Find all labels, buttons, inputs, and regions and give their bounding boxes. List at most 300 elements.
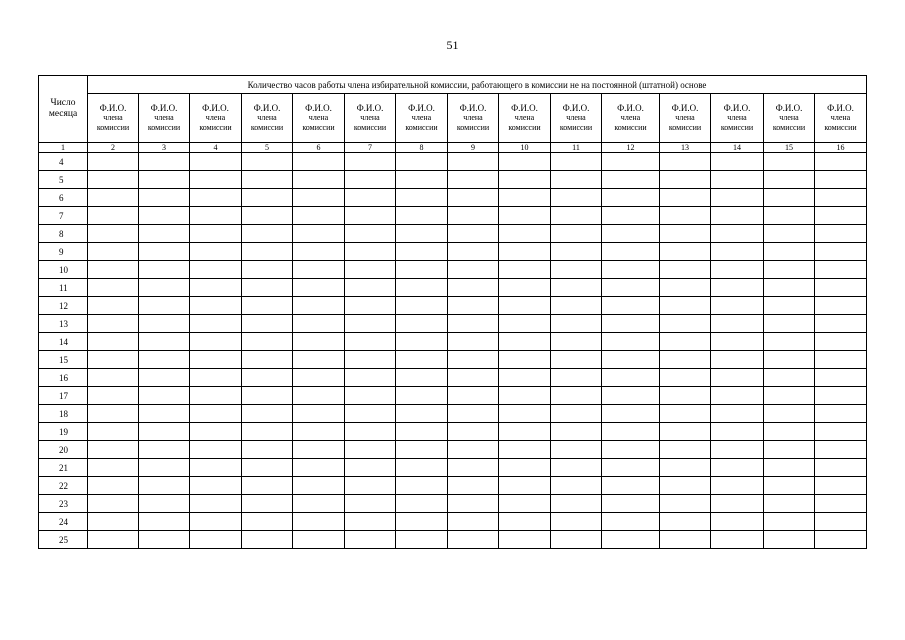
hours-cell: [551, 495, 602, 513]
hours-cell: [190, 225, 242, 243]
page-number: 51: [446, 38, 459, 52]
member-caption: комиссии: [720, 123, 754, 132]
hours-cell: [551, 369, 602, 387]
member-column-header: [88, 94, 139, 143]
day-number: 20: [39, 441, 88, 459]
hours-cell: [190, 477, 242, 495]
hours-cell: [345, 153, 396, 171]
hours-cell: [448, 513, 499, 531]
hours-cell: [139, 405, 190, 423]
hours-cell: [660, 225, 711, 243]
hours-cell: [711, 243, 764, 261]
hours-cell: [499, 531, 551, 549]
hours-cell: [551, 261, 602, 279]
hours-cell: [448, 261, 499, 279]
column-number: 7: [345, 143, 396, 153]
hours-cell: [660, 495, 711, 513]
member-caption: комиссии: [456, 123, 490, 132]
member-fio-label: Ф.И.О.: [408, 103, 435, 113]
column-number: 10: [499, 143, 551, 153]
table-row: [39, 477, 867, 495]
hours-cell: [815, 441, 867, 459]
hours-cell: [551, 243, 602, 261]
hours-cell: [815, 315, 867, 333]
member-caption: члена: [779, 113, 799, 122]
hours-cell: [711, 387, 764, 405]
member-caption: члена: [308, 113, 329, 122]
hours-cell: [345, 315, 396, 333]
hours-cell: [711, 315, 764, 333]
hours-cell: [139, 423, 190, 441]
hours-cell: [242, 459, 293, 477]
hours-cell: [242, 297, 293, 315]
column-number: 2: [88, 143, 139, 153]
day-number: 23: [39, 495, 88, 513]
hours-cell: [396, 459, 448, 477]
member-caption: члена: [205, 113, 226, 122]
hours-cell: [396, 279, 448, 297]
hours-cell: [815, 261, 867, 279]
hours-cell: [551, 189, 602, 207]
hours-cell: [88, 477, 139, 495]
table-row: [39, 387, 867, 405]
hours-cell: [711, 441, 764, 459]
hours-cell: [345, 423, 396, 441]
hours-cell: [764, 531, 815, 549]
column-number: 6: [293, 143, 345, 153]
hours-cell: [815, 513, 867, 531]
hours-cell: [602, 405, 660, 423]
hours-cell: [293, 189, 345, 207]
hours-cell: [293, 279, 345, 297]
hours-cell: [602, 495, 660, 513]
table-row: [39, 261, 867, 279]
hours-cell: [139, 261, 190, 279]
member-caption: члена: [566, 113, 586, 122]
column-number: 5: [242, 143, 293, 153]
hours-cell: [190, 351, 242, 369]
hours-cell: [293, 261, 345, 279]
hours-cell: [139, 225, 190, 243]
hours-cell: [396, 207, 448, 225]
hours-cell: [815, 207, 867, 225]
member-fio-label: Ф.И.О.: [150, 103, 178, 113]
table-row: [39, 315, 867, 333]
day-number: 12: [39, 297, 88, 315]
member-column-header: [499, 94, 551, 143]
hours-cell: [293, 495, 345, 513]
member-column-header: [190, 94, 242, 143]
hours-cell: [499, 441, 551, 459]
hours-cell: [139, 279, 190, 297]
hours-cell: [190, 171, 242, 189]
hours-cell: [602, 261, 660, 279]
column-number: 11: [551, 143, 602, 153]
column-number: 3: [139, 143, 190, 153]
hours-cell: [293, 423, 345, 441]
member-fio-label: Ф.И.О.: [562, 103, 590, 113]
hours-cell: [396, 153, 448, 171]
hours-cell: [242, 531, 293, 549]
hours-cell: [815, 531, 867, 549]
hours-cell: [448, 225, 499, 243]
hours-cell: [242, 261, 293, 279]
hours-cell: [190, 405, 242, 423]
hours-cell: [242, 477, 293, 495]
hours-cell: [88, 297, 139, 315]
hours-cell: [242, 243, 293, 261]
hours-cell: [242, 315, 293, 333]
hours-cell: [139, 477, 190, 495]
hours-cell: [345, 297, 396, 315]
hours-cell: [764, 405, 815, 423]
hours-cell: [711, 225, 764, 243]
hours-cell: [293, 531, 345, 549]
hours-cell: [764, 351, 815, 369]
table-title: [88, 76, 867, 94]
hours-cell: [551, 315, 602, 333]
hours-cell: [139, 387, 190, 405]
hours-cell: [660, 405, 711, 423]
hours-cell: [711, 333, 764, 351]
hours-cell: [551, 423, 602, 441]
hours-cell: [448, 297, 499, 315]
column-number-row: [39, 143, 867, 153]
hours-cell: [711, 369, 764, 387]
hours-cell: [293, 387, 345, 405]
column-number: 4: [190, 143, 242, 153]
hours-cell: [190, 153, 242, 171]
hours-cell: [448, 369, 499, 387]
table-row: [39, 297, 867, 315]
column-number: 13: [660, 143, 711, 153]
member-caption: комиссии: [353, 123, 387, 132]
hours-cell: [190, 243, 242, 261]
hours-cell: [139, 369, 190, 387]
hours-cell: [551, 387, 602, 405]
hours-cell: [139, 333, 190, 351]
hours-cell: [660, 171, 711, 189]
hours-cell: [499, 477, 551, 495]
hours-cell: [242, 351, 293, 369]
hours-cell: [448, 189, 499, 207]
hours-cell: [602, 225, 660, 243]
hours-cell: [711, 513, 764, 531]
hours-cell: [815, 387, 867, 405]
table-row: [39, 405, 867, 423]
table-row: [39, 459, 867, 477]
hours-cell: [242, 387, 293, 405]
member-fio-label: Ф.И.О.: [356, 103, 384, 113]
hours-cell: [764, 225, 815, 243]
hours-cell: [293, 369, 345, 387]
hours-cell: [660, 531, 711, 549]
hours-cell: [551, 513, 602, 531]
hours-cell: [499, 513, 551, 531]
table-row: [39, 441, 867, 459]
day-number: 16: [39, 369, 88, 387]
column-number: 9: [448, 143, 499, 153]
hours-cell: [396, 243, 448, 261]
day-number: 11: [39, 279, 88, 297]
hours-cell: [499, 279, 551, 297]
table-row: [39, 333, 867, 351]
hours-cell: [448, 387, 499, 405]
member-caption: члена: [411, 113, 432, 122]
member-caption: члена: [830, 113, 851, 122]
hours-cell: [293, 333, 345, 351]
hours-cell: [396, 225, 448, 243]
hours-cell: [139, 153, 190, 171]
hours-cell: [345, 477, 396, 495]
hours-cell: [448, 495, 499, 513]
hours-cell: [293, 477, 345, 495]
hours-cell: [293, 459, 345, 477]
hours-cell: [190, 531, 242, 549]
member-caption: комиссии: [405, 123, 438, 132]
hours-cell: [396, 423, 448, 441]
hours-cell: [88, 315, 139, 333]
day-number: 13: [39, 315, 88, 333]
hours-cell: [660, 351, 711, 369]
hours-cell: [602, 171, 660, 189]
member-caption: члена: [620, 113, 641, 122]
hours-cell: [602, 387, 660, 405]
day-number: 24: [39, 513, 88, 531]
hours-cell: [499, 333, 551, 351]
hours-cell: [764, 333, 815, 351]
hours-cell: [88, 459, 139, 477]
hours-cell: [499, 171, 551, 189]
hours-cell: [190, 513, 242, 531]
table-title-text: Количество часов работы члена избирательной комиссии, работающего в комиссии не на постоянной (штатной) основе: [247, 79, 707, 90]
member-caption: комиссии: [772, 123, 806, 132]
hours-cell: [88, 243, 139, 261]
hours-cell: [88, 351, 139, 369]
hours-cell: [815, 153, 867, 171]
hours-cell: [242, 171, 293, 189]
hours-cell: [345, 369, 396, 387]
hours-cell: [764, 171, 815, 189]
hours-cell: [499, 297, 551, 315]
hours-cell: [345, 243, 396, 261]
hours-cell: [602, 153, 660, 171]
hours-cell: [602, 243, 660, 261]
hours-cell: [660, 153, 711, 171]
hours-cell: [345, 351, 396, 369]
hours-cell: [396, 531, 448, 549]
hours-cell: [499, 369, 551, 387]
hours-cell: [764, 243, 815, 261]
hours-cell: [660, 477, 711, 495]
hours-cell: [190, 333, 242, 351]
hours-cell: [190, 261, 242, 279]
hours-cell: [448, 531, 499, 549]
hours-cell: [345, 459, 396, 477]
hours-cell: [764, 513, 815, 531]
hours-cell: [551, 171, 602, 189]
hours-cell: [88, 333, 139, 351]
hours-cell: [551, 225, 602, 243]
column-number: 15: [764, 143, 815, 153]
member-caption: комиссии: [147, 123, 181, 132]
day-number: 5: [39, 171, 88, 189]
day-number: 8: [39, 225, 88, 243]
table-row: [39, 243, 867, 261]
hours-cell: [139, 459, 190, 477]
hours-cell: [764, 261, 815, 279]
day-number: 25: [39, 531, 88, 549]
hours-cell: [139, 189, 190, 207]
member-column-header: [815, 94, 867, 143]
hours-cell: [764, 423, 815, 441]
member-caption: члена: [103, 113, 123, 122]
hours-cell: [396, 171, 448, 189]
hours-cell: [242, 441, 293, 459]
hours-cell: [88, 531, 139, 549]
hours-cell: [293, 297, 345, 315]
day-number: 4: [39, 153, 88, 171]
member-caption: комиссии: [559, 123, 593, 132]
hours-cell: [293, 171, 345, 189]
hours-cell: [660, 423, 711, 441]
hours-cell: [660, 261, 711, 279]
hours-cell: [499, 351, 551, 369]
hours-cell: [448, 153, 499, 171]
member-fio-label: Ф.И.О.: [671, 103, 699, 113]
hours-cell: [602, 279, 660, 297]
member-caption: члена: [257, 113, 277, 122]
hours-cell: [345, 495, 396, 513]
hours-cell: [88, 225, 139, 243]
hours-cell: [815, 369, 867, 387]
hours-cell: [660, 333, 711, 351]
hours-cell: [764, 459, 815, 477]
hours-cell: [345, 387, 396, 405]
hours-cell: [396, 315, 448, 333]
hours-cell: [345, 333, 396, 351]
member-caption: комиссии: [199, 123, 232, 132]
hours-cell: [448, 423, 499, 441]
member-fio-label: Ф.И.О.: [617, 103, 644, 113]
hours-cell: [711, 405, 764, 423]
hours-cell: [602, 297, 660, 315]
table-row: [39, 153, 867, 171]
hours-cell: [139, 315, 190, 333]
hours-cell: [88, 495, 139, 513]
day-number: 7: [39, 207, 88, 225]
hours-cell: [660, 315, 711, 333]
hours-cell: [242, 333, 293, 351]
table-row: [39, 369, 867, 387]
hours-cell: [602, 315, 660, 333]
hours-cell: [345, 405, 396, 423]
hours-cell: [660, 459, 711, 477]
hours-cell: [139, 351, 190, 369]
hours-cell: [660, 207, 711, 225]
hours-cell: [293, 207, 345, 225]
hours-cell: [139, 495, 190, 513]
member-fio-label: Ф.И.О.: [511, 103, 538, 113]
hours-cell: [764, 387, 815, 405]
hours-cell: [139, 171, 190, 189]
hours-cell: [711, 261, 764, 279]
day-number: 10: [39, 261, 88, 279]
hours-cell: [396, 405, 448, 423]
member-caption: члена: [727, 113, 747, 122]
hours-cell: [345, 225, 396, 243]
hours-cell: [815, 495, 867, 513]
hours-cell: [551, 333, 602, 351]
hours-cell: [242, 225, 293, 243]
hours-cell: [293, 315, 345, 333]
hours-cell: [660, 243, 711, 261]
hours-cell: [711, 477, 764, 495]
hours-cell: [551, 441, 602, 459]
hours-cell: [499, 459, 551, 477]
hours-cell: [396, 495, 448, 513]
hours-cell: [88, 441, 139, 459]
hours-cell: [711, 279, 764, 297]
hours-cell: [711, 351, 764, 369]
hours-cell: [602, 441, 660, 459]
column-number: 8: [396, 143, 448, 153]
day-number: 15: [39, 351, 88, 369]
hours-cell: [815, 459, 867, 477]
hours-cell: [711, 423, 764, 441]
hours-cell: [551, 351, 602, 369]
hours-cell: [396, 441, 448, 459]
hours-cell: [139, 297, 190, 315]
hours-cell: [764, 477, 815, 495]
hours-cell: [396, 351, 448, 369]
hours-cell: [815, 279, 867, 297]
hours-cell: [499, 225, 551, 243]
hours-cell: [551, 459, 602, 477]
hours-cell: [88, 387, 139, 405]
day-number: 19: [39, 423, 88, 441]
hours-cell: [551, 531, 602, 549]
member-caption: члена: [360, 113, 380, 122]
hours-cell: [293, 225, 345, 243]
table-row: [39, 495, 867, 513]
hours-cell: [139, 513, 190, 531]
hours-cell: [190, 459, 242, 477]
hours-cell: [242, 279, 293, 297]
table-row: [39, 423, 867, 441]
hours-cell: [551, 279, 602, 297]
hours-cell: [499, 315, 551, 333]
member-column-header: [551, 94, 602, 143]
hours-cell: [499, 261, 551, 279]
hours-cell: [660, 513, 711, 531]
hours-cell: [711, 207, 764, 225]
hours-cell: [242, 189, 293, 207]
hours-cell: [660, 387, 711, 405]
hours-cell: [190, 279, 242, 297]
hours-cell: [139, 531, 190, 549]
day-number: 18: [39, 405, 88, 423]
hours-cell: [499, 153, 551, 171]
table-row: [39, 513, 867, 531]
hours-cell: [190, 441, 242, 459]
day-number: 22: [39, 477, 88, 495]
member-caption: комиссии: [614, 123, 647, 132]
hours-cell: [190, 387, 242, 405]
hours-cell: [815, 333, 867, 351]
member-fio-label: Ф.И.О.: [827, 103, 854, 113]
hours-cell: [396, 333, 448, 351]
